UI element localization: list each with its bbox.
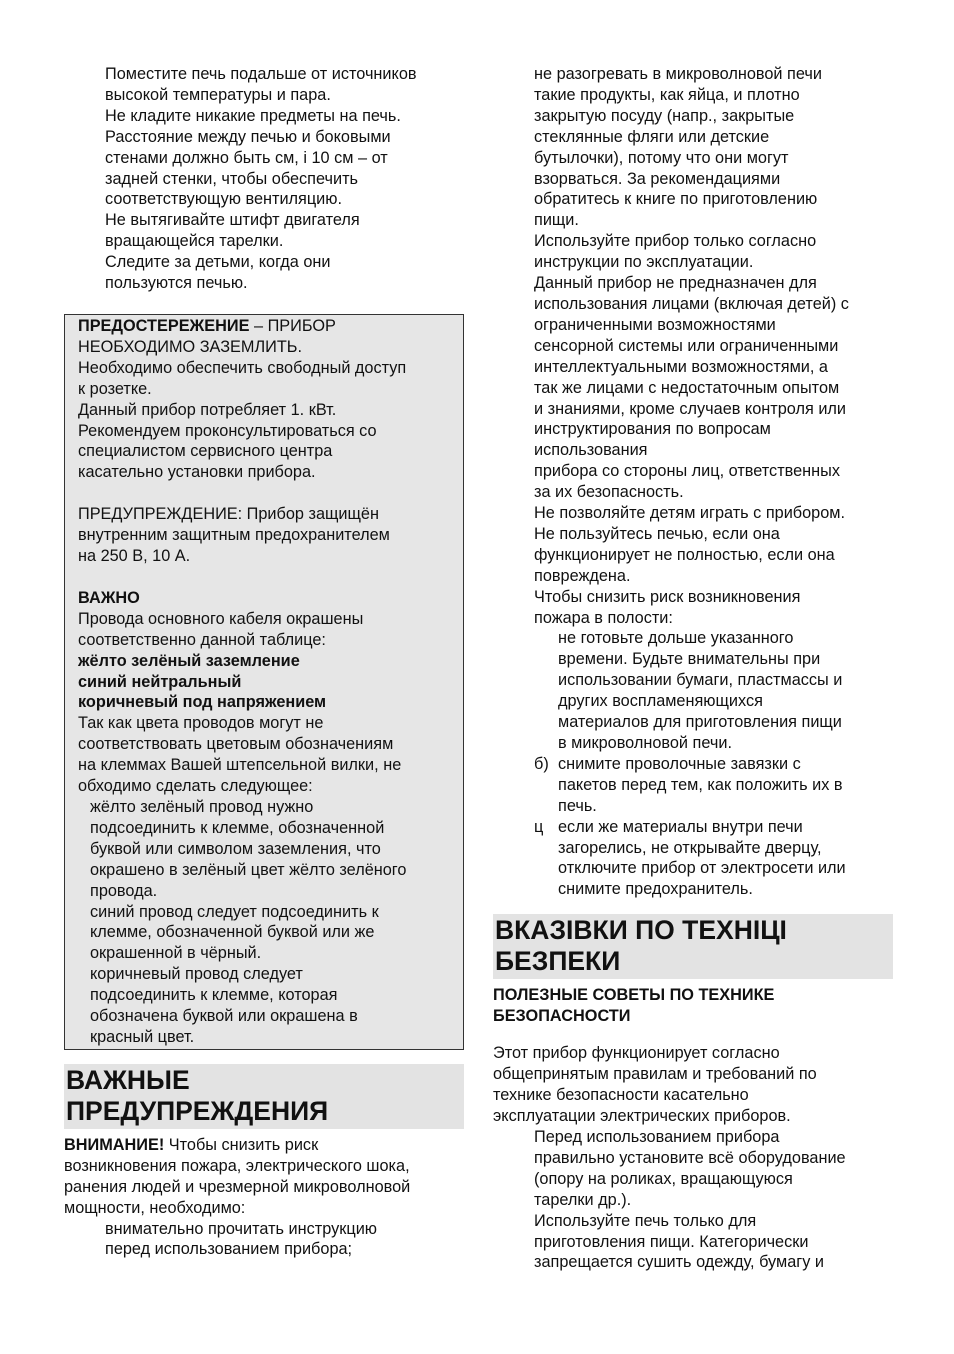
caution-title: ПРЕДОСТЕРЕЖЕНИЕ (78, 316, 250, 335)
list-marker: ц (534, 817, 544, 836)
attention-label: ВНИМАНИЕ! (64, 1135, 165, 1154)
list-item-text: не готовьте дольше указанного времени. Будьте внимательны при использовании бумаги, пластмассы и других воспламеняющихся материалов для приготовления пищи в микроволновой печи. (558, 629, 843, 752)
fuse-paragraph: ПРЕДУПРЕЖДЕНИЕ: Прибор защищён внутренним защитным предохранителем на 250 В, 10 А. (78, 505, 390, 566)
safety-item-install: Перед использованием прибора правильно установите всё оборудование (опору на роликах, вращающуюся тарелки др.). (534, 1127, 846, 1209)
read-instructions-item: внимательно прочитать инструкцию перед использованием прибора; (105, 1219, 377, 1259)
important-title: ВАЖНО (78, 588, 140, 607)
access-paragraph: Необходимо обеспечить свободный доступ к розетке. (78, 358, 407, 398)
list-item (493, 754, 893, 817)
wires-intro: Провода основного кабеля окрашены соответственно данной таблице: (78, 609, 364, 649)
caution-paragraph (78, 316, 450, 358)
right-column (493, 64, 893, 1273)
instruction-earth-wire: жёлто зелёный провод нужно подсоединить к клемме, обозначенной буквой или символом заземления, что окрашено в зелёный цвет жёлто зелёного провода. (90, 798, 407, 900)
mismatch-paragraph: Так как цвета проводов могут не соответствовать цветовым обозначениям на клеммах Вашей штепсельной вилки, не обходимо сделать следующее: (78, 714, 402, 796)
attention-text: Чтобы снизить риск возникновения пожара, электрического шока, ранения людей и чрезмерной микроволновой мощности, необходимо: (64, 1135, 411, 1217)
grounding-warning-box (64, 314, 464, 1050)
safety-item-food-only: Используйте печь только для приготовления пищи. Категорически запрещается сушить одежду, бумагу и (534, 1211, 824, 1272)
safety-intro: Этот прибор функционирует согласно общепринятым правилам и требований по технике безопасности касательно эксплуатации электрических приборов. (493, 1044, 817, 1126)
important-warnings-heading: ВАЖНЫЕ ПРЕДУПРЕЖДЕНИЯ (64, 1064, 464, 1129)
list-item (493, 817, 893, 901)
paragraph-use-per-manual: Используйте прибор только согласно инструкции по эксплуатации. (534, 232, 817, 272)
paragraph-children: Следите за детьми, когда они пользуются печью. (105, 253, 331, 293)
left-column (64, 64, 464, 1260)
instruction-live-wire: коричневый провод следует подсоединить к клемме, которая обозначена буквой или окрашена в красный цвет. (90, 965, 358, 1046)
intro-instructions (64, 64, 464, 294)
paragraph-children-play: Не позволяйте детям играть с прибором. (534, 504, 846, 523)
wire-line-neutral: синий нейтральный (78, 672, 242, 691)
paragraph-damaged-oven: Не пользуйтесь печью, если она функционирует не полностью, если она повреждена. (534, 524, 835, 585)
safety-subheading: ПОЛЕЗНЫЕ СОВЕТЫ ПО ТЕХНИКЕ БЕЗОПАСНОСТИ (493, 986, 775, 1026)
list-item (493, 628, 893, 753)
safety-heading: ВКАЗІВКИ ПО ТЕХНІЦІ БЕЗПЕКИ (493, 914, 893, 979)
paragraph-motor-pin: Не вытягивайте штифт двигателя вращающейся тарелки. (105, 211, 360, 251)
paragraph-placement: Поместите печь подальше от источников высокой температуры и пара. (105, 65, 417, 104)
wire-line-live: коричневый под напряжением (78, 693, 327, 712)
list-marker: б) (534, 754, 549, 773)
wire-line-earth: жёлто зелёный заземление (78, 651, 300, 670)
consult-paragraph: Рекомендуем проконсультироваться со специалистом сервисного центра касательно установки прибора. (78, 421, 377, 482)
list-marker (493, 628, 558, 753)
paragraph-fire-risk: Чтобы снизить риск возникновения пожара в полости: (534, 587, 801, 627)
paragraph-clearance: Расстояние между печью и боковыми стенами должно быть см, і 10 см – от задней стенки, чтобы обеспечить соответствующую вентиляцию. (105, 127, 391, 209)
paragraph-no-objects: Не кладите никакие предметы на печь. (105, 106, 401, 125)
caution-text: – ПРИБОР НЕОБХОДИМО ЗАЗЕМЛИТЬ. (78, 316, 336, 356)
paragraph-no-eggs: не разогревать в микроволновой печи такие продукты, как яйца, и плотно закрытую посуду (напр., закрытые стеклянные фляги или детские бутылочки), потому что они могут взорваться. За рекомендациями обратитесь к книге по приготовлению пищи. (534, 65, 822, 230)
paragraph-limited-persons: Данный прибор не предназначен для использования лицами (включая детей) с ограниченными возможностями сенсорной системы или ограниченными интеллектуальными возможностями, а так же лицами с недостаточным опытом и знаниями, кроме случаев контроля или инструктирования по вопросам использования прибора со стороны лиц, ответственных за их безопасность. (534, 274, 849, 502)
power-paragraph: Данный прибор потребляет 1. кВт. (78, 400, 337, 419)
attention-paragraph (64, 1135, 464, 1219)
list-item-text: если же материалы внутри печи загорелись, не открывайте дверцу, отключите прибор от электросети или снимите предохранитель. (558, 817, 846, 899)
instruction-neutral-wire: синий провод следует подсоединить к клемме, обозначенной буквой или же окрашенной в чёрный. (90, 902, 379, 963)
fire-risk-list (493, 628, 893, 900)
list-item-text: снимите проволочные завязки с пакетов перед тем, как положить их в печь. (558, 754, 843, 815)
